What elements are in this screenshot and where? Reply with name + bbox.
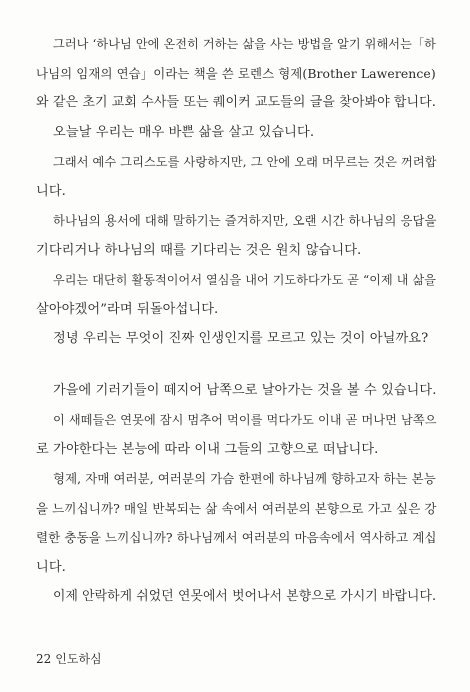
paragraph-first-line: 하나님의 용서에 대해 말하기는 즐겨하지만, 오랜 시간 하나님의 응답을 [53,214,437,228]
book-title: 인도하심 [55,652,102,666]
page-footer [36,650,102,667]
paragraph-line: 렬한 충동을 느끼십니까? 하나님께서 여러분의 마음속에서 역사하고 계십 [36,530,437,545]
paragraph-first-line: 형제, 자매 여러분, 여러분의 가슴 한편에 하나님께 향하고자 하는 본능 [53,471,436,486]
paragraph-line: 나님의 임재의 연습」이라는 책을 쓴 로렌스 형제(Brother Lawerence) [36,65,436,81]
paragraph-line: 기다리거나 하나님의 때를 기다리는 것은 원치 않습니다. [36,242,362,258]
paragraph-first-line: 가을에 기러기들이 떼지어 남쪽으로 날아가는 것을 볼 수 있습니다. [53,382,437,398]
paragraph-first-line: 이 새떼들은 연못에 잠시 멈추어 먹이를 먹다가도 이내 곧 머나먼 남쪽으 [53,413,437,427]
paragraph-line: 을 느끼십니까? 매일 반복되는 삶 속에서 여러분의 본향으로 가고 싶은 강 [36,500,437,516]
paragraph-line: 로 가야한다는 본능에 따라 이내 그들의 고향으로 떠납니다. [36,441,379,457]
paragraph-first-line: 그러나 ‘하나님 안에 온전히 거하는 삶을 사는 방법을 알기 위해서는「하 [53,37,437,51]
paragraph-first-line: 정녕 우리는 무엇이 진짜 인생인지를 모르고 있는 것이 아닐까요? [53,331,429,346]
paragraph-line: 니다. [36,183,66,199]
page-number: 22 [36,652,52,666]
paragraph-first-line: 오늘날 우리는 매우 바쁜 삶을 살고 있습니다. [53,124,315,140]
paragraph-first-line: 그래서 예수 그리스도를 사랑하지만, 그 안에 오래 머무르는 것은 꺼려합 [53,155,437,169]
paragraph-first-line: 우리는 대단히 활동적이어서 열심을 내어 기도하다가도 곧 “이제 내 삶을 [53,273,436,287]
paragraph-line: 와 같은 초기 교회 수사들 또는 퀘이커 교도들의 글을 찾아봐야 합니다. [36,95,437,110]
paragraph-line: 살아야겠어”라며 뒤돌아섭니다. [36,301,219,317]
paragraph-line: 니다. [36,559,66,575]
paragraph-first-line: 이제 안락하게 쉬었던 연못에서 벗어나서 본향으로 가시기 바랍니다. [53,589,437,604]
